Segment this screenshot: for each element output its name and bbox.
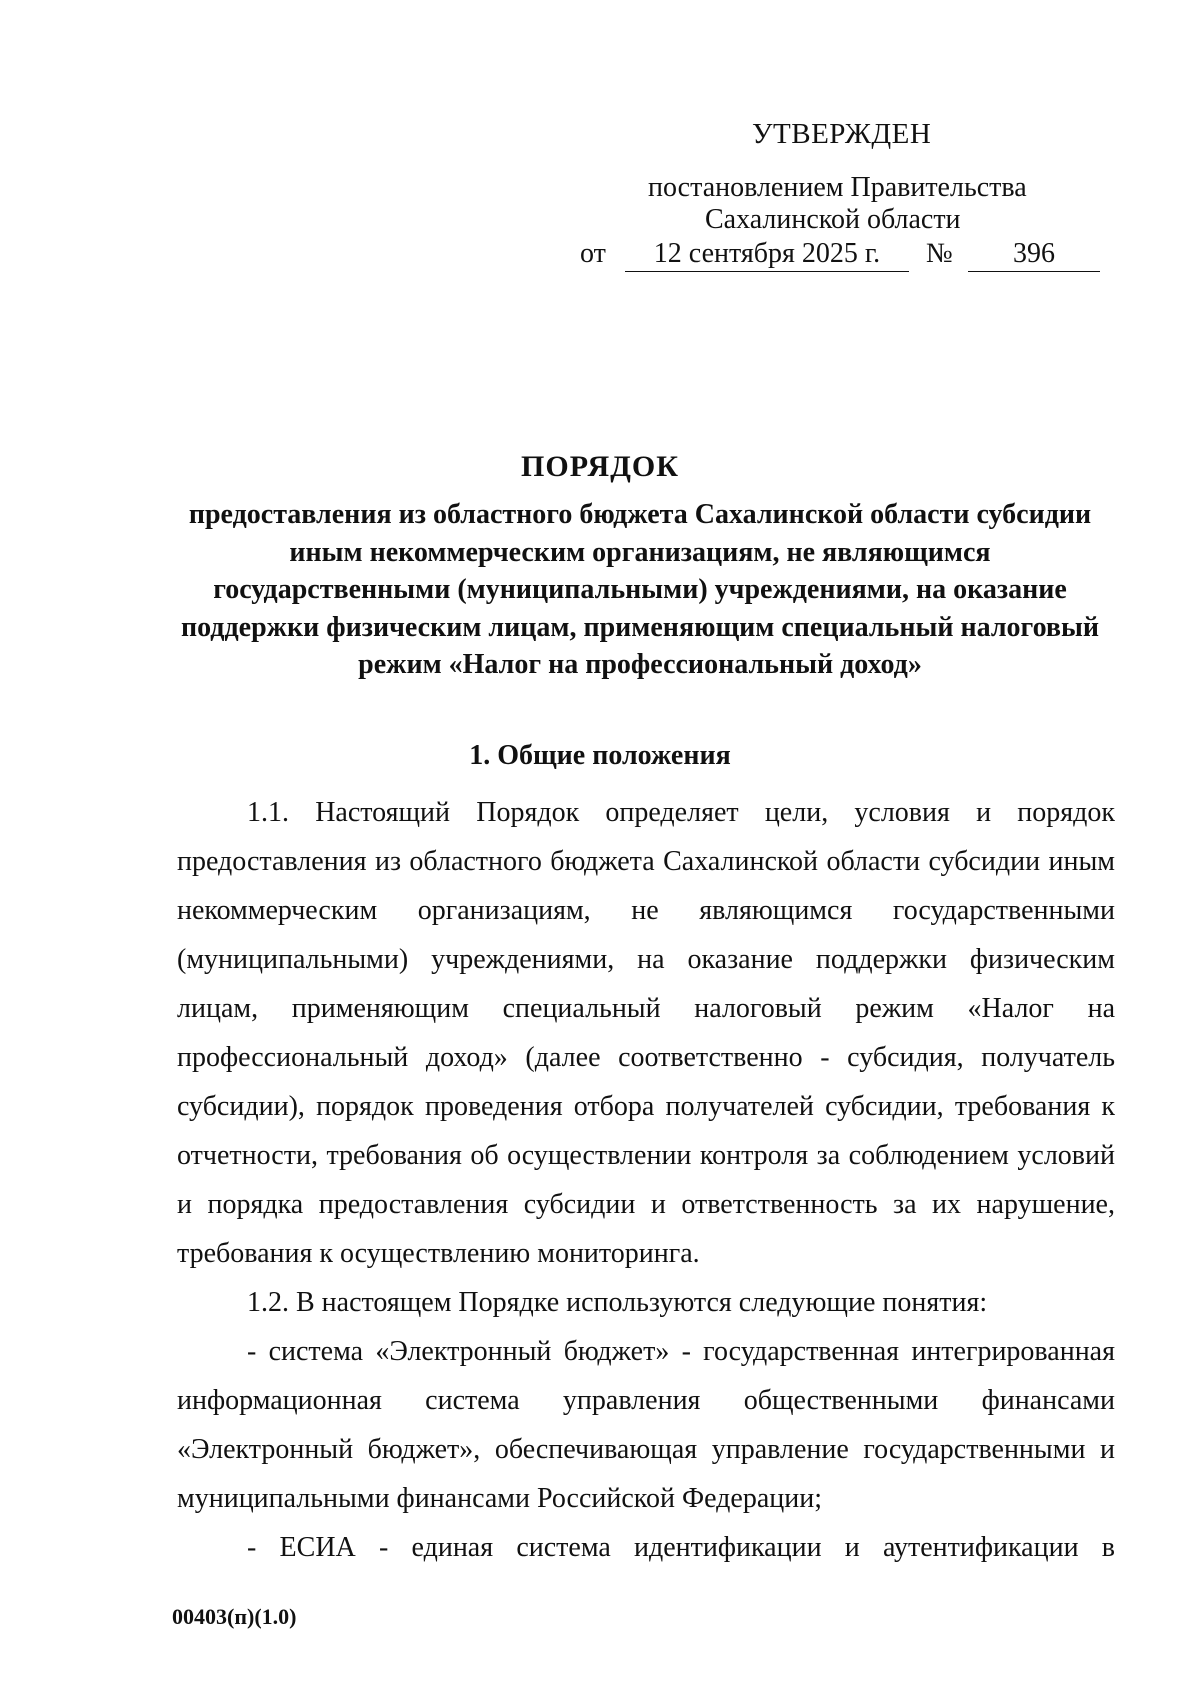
approval-title: УТВЕРЖДЕН (752, 118, 932, 150)
definition-electronic-budget: - система «Электронный бюджет» - государственная интегрированная информационная система управления общественными финансами «Электронный бюджет», обеспечивающая управление государственными и муниципальными финансами Российской Федерации; (177, 1336, 1115, 1514)
approval-line-1: постановлением Правительства (648, 172, 1027, 203)
document-title: ПОРЯДОК (521, 450, 679, 483)
approval-line-2: Сахалинской области (705, 204, 961, 235)
approval-date: 12 сентября 2025 г. (625, 238, 909, 272)
approval-date-row (580, 238, 1100, 274)
approval-number: 396 (968, 238, 1100, 272)
document-subtitle: предоставления из областного бюджета Сахалинской области субсидии иным некоммерческим организациям, не являющимся государственными (муниципальными) учреждениями, на оказание поддержки физическим лицам, применяющим специальный налоговый режим «Налог на профессиональный доход» (180, 499, 1099, 680)
paragraph-1-2: 1.2. В настоящем Порядке используются следующие понятия: (247, 1287, 988, 1318)
date-prefix: от (580, 238, 606, 269)
section-heading: 1. Общие положения (469, 740, 731, 771)
section-body (177, 788, 1115, 1572)
document-code: 00403(п)(1.0) (172, 1604, 297, 1629)
paragraph-1-1: 1.1. Настоящий Порядок определяет цели, условия и порядок предоставления из областного бюджета Сахалинской области субсидии иным некоммерческим организациям, не являющимся государственными (муниципальными) учреждениями, на оказание поддержки физическим лицам, применяющим специальный налоговый режим «Налог на профессиональный доход» (далее соответственно - субсидия, получатель субсидии), порядок проведения отбора получателей субсидии, требования к отчетности, требования об осуществлении контроля за соблюдением условий и порядка предоставления субсидии и ответственность за их нарушение, требования к осуществлению мониторинга. (177, 797, 1115, 1269)
number-sign: № (926, 238, 953, 269)
definition-esia: - ЕСИА - единая система идентификации и аутентификации в (247, 1532, 1115, 1563)
